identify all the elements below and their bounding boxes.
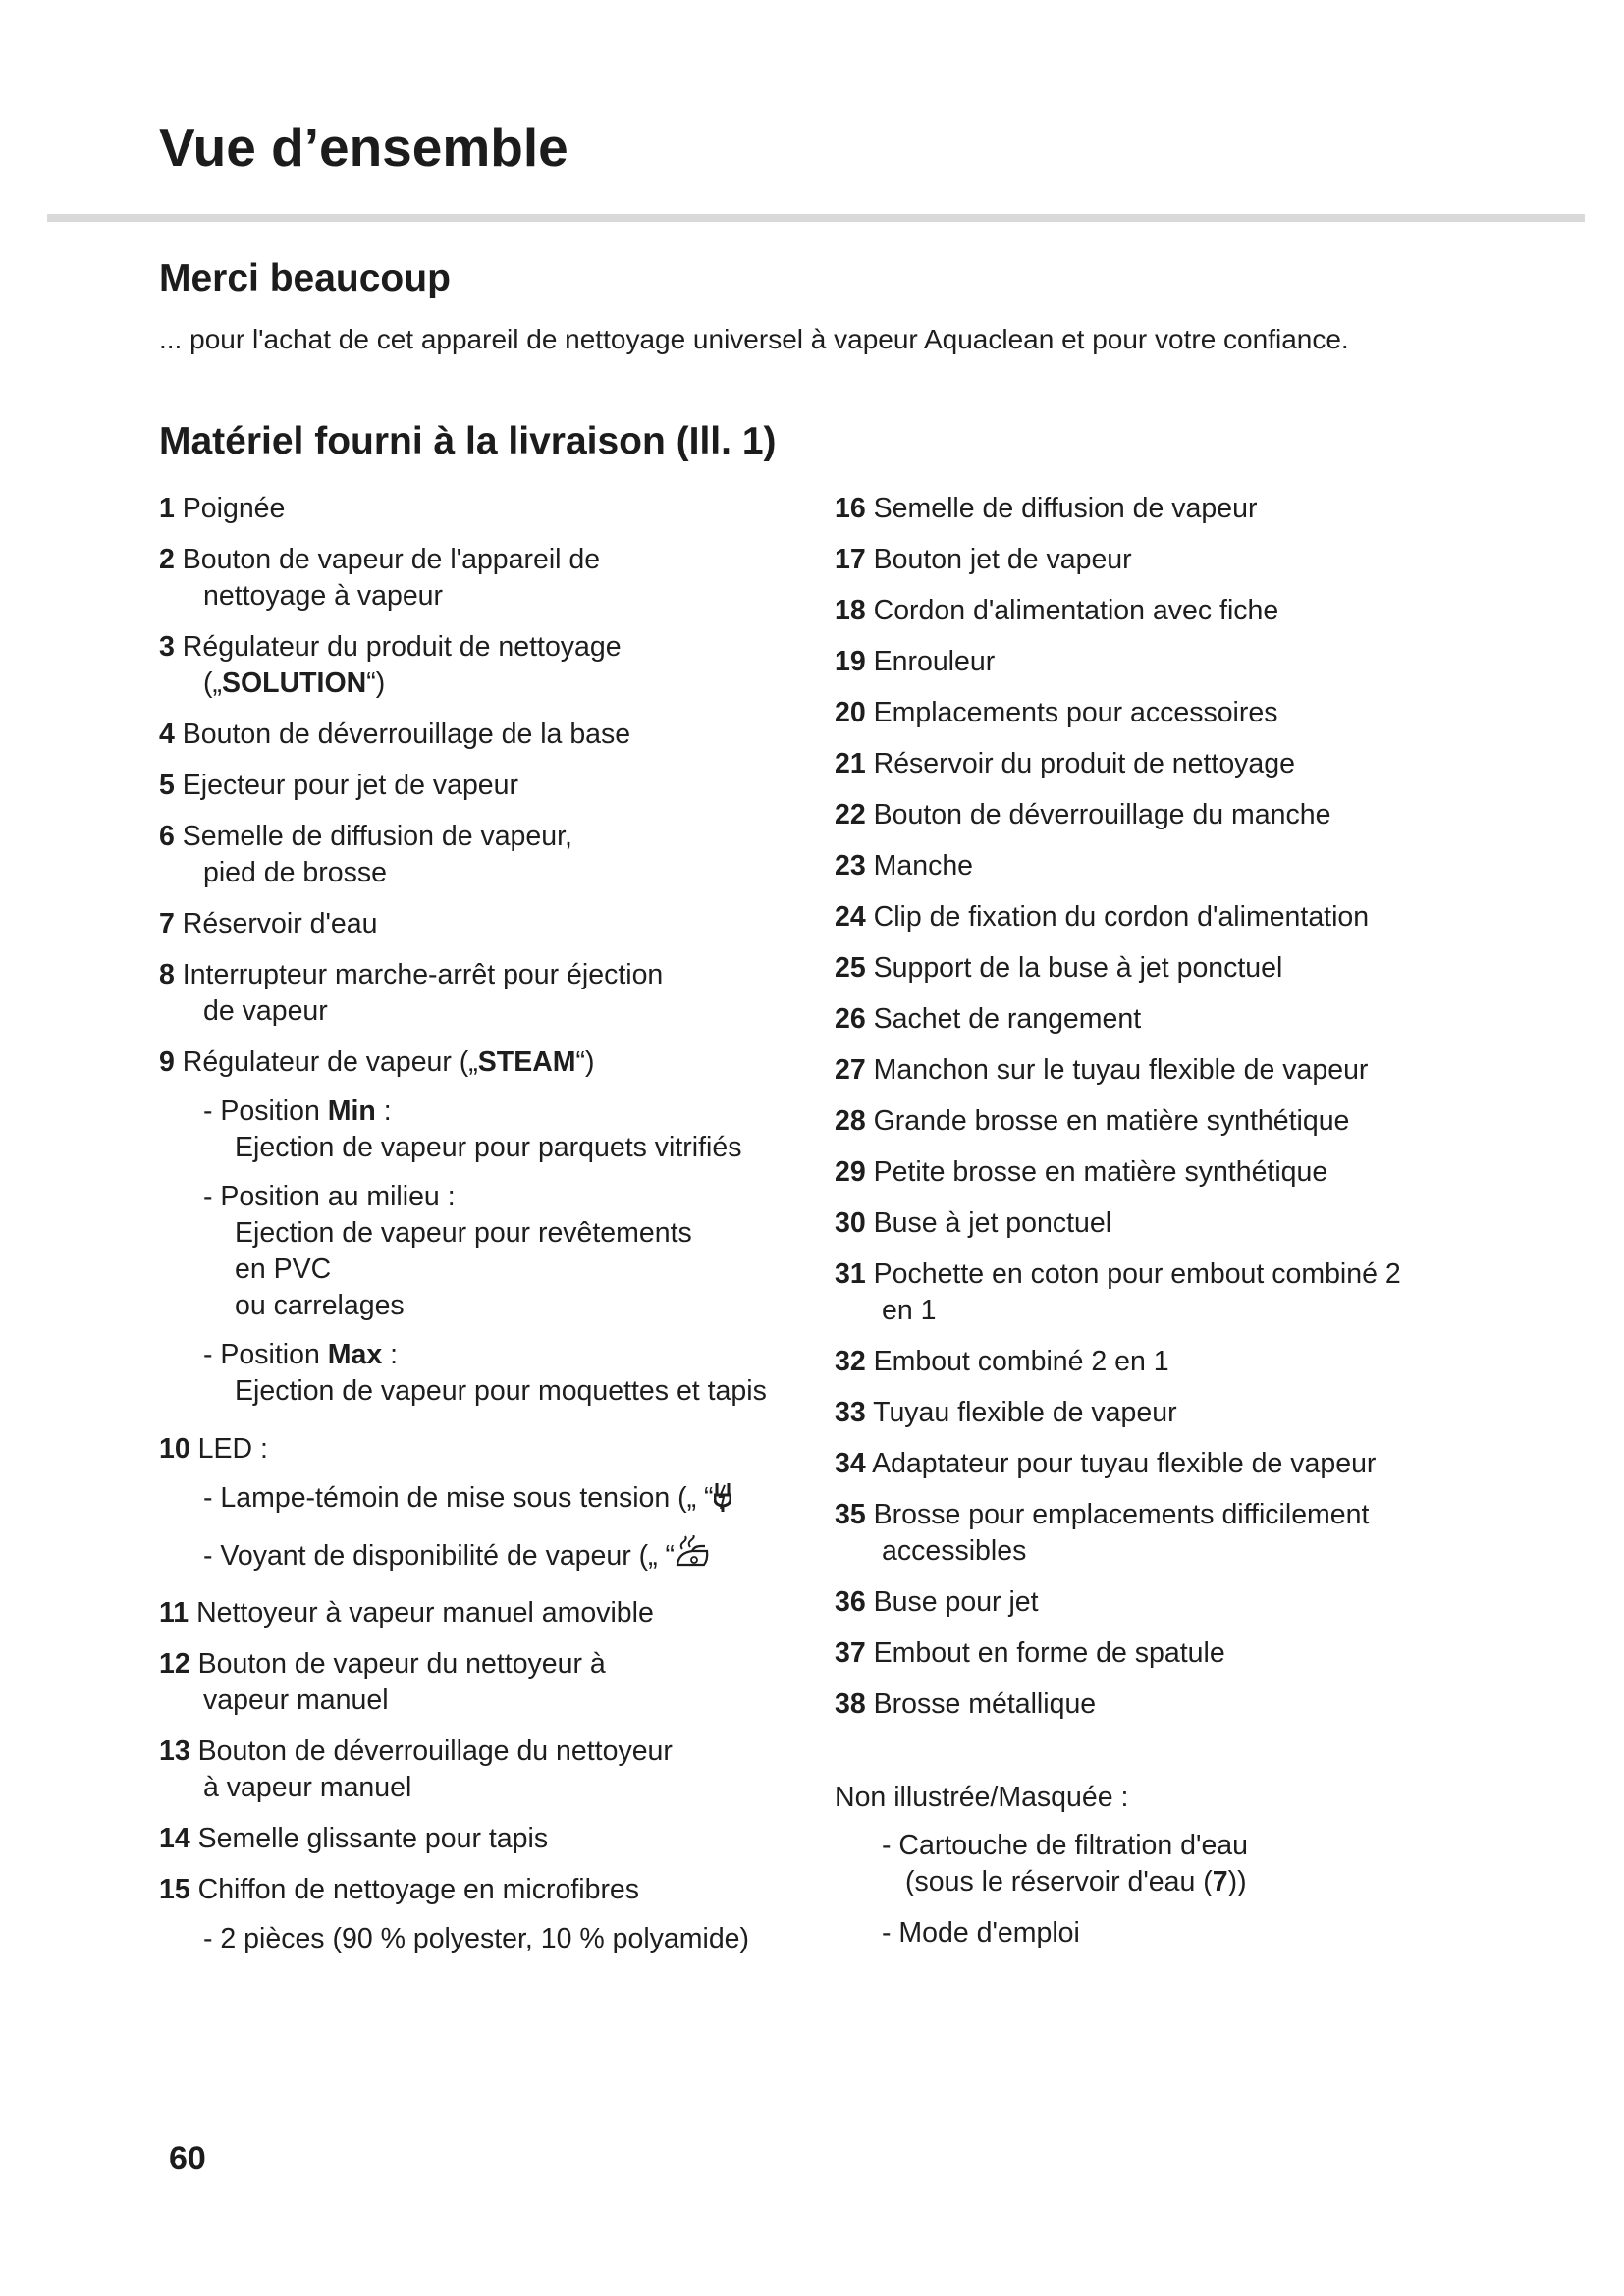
max-label: Max bbox=[327, 1339, 383, 1370]
list-item bbox=[835, 1154, 1463, 1191]
item-text: Brosse métallique bbox=[873, 1688, 1097, 1720]
list-item bbox=[835, 491, 1463, 527]
list-item bbox=[835, 1103, 1463, 1140]
item-number: 37 bbox=[835, 1637, 866, 1669]
item-number: 10 bbox=[159, 1433, 190, 1465]
sub-item-desc: Ejection de vapeur pour moquettes et tapis bbox=[235, 1375, 767, 1407]
item-number: 31 bbox=[835, 1258, 866, 1290]
page-number: 60 bbox=[169, 2140, 206, 2177]
item-text: Emplacements pour accessoires bbox=[873, 697, 1278, 728]
item-text-continued bbox=[159, 666, 827, 702]
list-item bbox=[835, 899, 1463, 935]
item-number: 33 bbox=[835, 1397, 866, 1428]
sub-item-desc: Ejection de vapeur pour parquets vitrifiés bbox=[235, 1132, 742, 1163]
list-item bbox=[159, 1646, 827, 1719]
thanks-text: ... pour l'achat de cet appareil de nettoyage universel à vapeur Aquaclean et pour votre confiance. bbox=[159, 324, 1349, 354]
item-text: Petite brosse en matière synthétique bbox=[873, 1156, 1328, 1188]
item-text: Réservoir d'eau bbox=[182, 908, 378, 939]
list-item bbox=[835, 1395, 1463, 1431]
item-text: Réservoir du produit de nettoyage bbox=[873, 748, 1295, 779]
item-number: 20 bbox=[835, 697, 866, 728]
sub-item-desc: en PVC bbox=[235, 1254, 332, 1285]
list-item bbox=[835, 1052, 1463, 1089]
list-item bbox=[835, 644, 1463, 680]
not-shown-label: Non illustrée/Masquée : bbox=[835, 1782, 1129, 1813]
sub-item-power-led bbox=[203, 1480, 827, 1522]
item-number: 15 bbox=[159, 1874, 190, 1905]
page-title: Vue d’ensemble bbox=[159, 117, 568, 178]
item-number: 9 bbox=[159, 1046, 175, 1078]
item-number: 4 bbox=[159, 719, 175, 750]
item-text-continued: accessibles bbox=[882, 1535, 1027, 1567]
parts-list-right bbox=[835, 491, 1463, 1966]
quote-close: “) bbox=[575, 1046, 595, 1078]
sub-item-desc-pre: (sous le réservoir d'eau ( bbox=[905, 1866, 1213, 1897]
sub-item-label: - Position bbox=[203, 1339, 328, 1370]
item-number: 3 bbox=[159, 631, 175, 663]
item-number: 13 bbox=[159, 1735, 190, 1767]
item-number: 29 bbox=[835, 1156, 866, 1188]
list-item bbox=[159, 542, 827, 614]
sub-item-mid bbox=[203, 1179, 827, 1324]
sub-item-label: - Cartouche de filtration d'eau bbox=[882, 1830, 1248, 1861]
sub-item-label: - Mode d'emploi bbox=[882, 1917, 1080, 1949]
list-item bbox=[159, 1734, 827, 1806]
item-number: 16 bbox=[835, 493, 866, 524]
item-text: Embout en forme de spatule bbox=[873, 1637, 1225, 1669]
list-item bbox=[159, 1821, 827, 1857]
list-item bbox=[159, 906, 827, 942]
power-plug-icon bbox=[714, 1481, 731, 1522]
list-item bbox=[835, 1001, 1463, 1038]
list-item bbox=[835, 593, 1463, 629]
item-text: Ejecteur pour jet de vapeur bbox=[182, 770, 518, 801]
solution-label: SOLUTION bbox=[221, 667, 367, 699]
list-item bbox=[159, 1044, 827, 1081]
item-text: Pochette en coton pour embout combiné 2 bbox=[873, 1258, 1401, 1290]
sub-item-manual bbox=[882, 1915, 1463, 1951]
item-text: Cordon d'alimentation avec fiche bbox=[873, 595, 1279, 626]
item-text: Clip de fixation du cordon d'alimentation bbox=[873, 901, 1370, 933]
item-text: Embout combiné 2 en 1 bbox=[873, 1346, 1169, 1377]
item-text: Semelle de diffusion de vapeur bbox=[873, 493, 1258, 524]
list-item bbox=[835, 1584, 1463, 1621]
item-text: Buse pour jet bbox=[873, 1586, 1039, 1618]
item-number: 19 bbox=[835, 646, 866, 677]
quote-close: “) bbox=[366, 667, 386, 699]
item-text: Tuyau flexible de vapeur bbox=[873, 1397, 1177, 1428]
item-text-continued: en 1 bbox=[882, 1295, 937, 1326]
sub-item-label: - Position bbox=[203, 1095, 328, 1127]
item-number: 5 bbox=[159, 770, 175, 801]
item-text: Enrouleur bbox=[873, 646, 996, 677]
item-number: 34 bbox=[835, 1448, 866, 1479]
list-item bbox=[835, 1344, 1463, 1380]
steam-iron-icon bbox=[675, 1535, 710, 1580]
item-text: Nettoyeur à vapeur manuel amovible bbox=[196, 1597, 654, 1629]
item-text: Poignée bbox=[182, 493, 286, 524]
list-item bbox=[835, 1446, 1463, 1482]
item-text: Régulateur de vapeur („ bbox=[182, 1046, 478, 1078]
item-text: Interrupteur marche-arrêt pour éjection bbox=[182, 959, 664, 990]
item-text: Bouton de vapeur du nettoyeur à bbox=[197, 1648, 606, 1680]
item-number: 2 bbox=[159, 544, 175, 575]
sub-item-desc: ou carrelages bbox=[235, 1290, 405, 1321]
item-text: Buse à jet ponctuel bbox=[873, 1207, 1112, 1239]
item-text: Manchon sur le tuyau flexible de vapeur bbox=[873, 1054, 1369, 1086]
item-number: 32 bbox=[835, 1346, 866, 1377]
item-number: 23 bbox=[835, 850, 866, 881]
list-item bbox=[835, 1205, 1463, 1242]
sub-item-label: - Position au milieu : bbox=[203, 1181, 456, 1212]
item-number: 35 bbox=[835, 1499, 866, 1530]
list-item bbox=[835, 1686, 1463, 1723]
item-number: 17 bbox=[835, 544, 866, 575]
item-text: Bouton de déverrouillage de la base bbox=[182, 719, 631, 750]
sub-item-min bbox=[203, 1094, 827, 1166]
item-text: Support de la buse à jet ponctuel bbox=[873, 952, 1283, 984]
item-number: 36 bbox=[835, 1586, 866, 1618]
item-text: Bouton de déverrouillage du nettoyeur bbox=[197, 1735, 673, 1767]
sub-item-cloth bbox=[203, 1921, 827, 1957]
delivery-heading: Matériel fourni à la livraison (Ill. 1) bbox=[159, 420, 777, 462]
list-item bbox=[835, 1635, 1463, 1672]
item-text: Régulateur du produit de nettoyage bbox=[182, 631, 622, 663]
item-number: 8 bbox=[159, 959, 175, 990]
list-item bbox=[159, 717, 827, 753]
item-number: 12 bbox=[159, 1648, 190, 1680]
min-label: Min bbox=[327, 1095, 376, 1127]
sub-item-max bbox=[203, 1337, 827, 1410]
item-text: Semelle glissante pour tapis bbox=[197, 1823, 549, 1854]
item-text: Grande brosse en matière synthétique bbox=[873, 1105, 1350, 1137]
item-number: 38 bbox=[835, 1688, 866, 1720]
item-text-continued: à vapeur manuel bbox=[203, 1772, 412, 1803]
item-number: 28 bbox=[835, 1105, 866, 1137]
list-item bbox=[159, 768, 827, 804]
item-text-continued: de vapeur bbox=[203, 995, 328, 1027]
item-text: Semelle de diffusion de vapeur, bbox=[182, 821, 572, 852]
sub-item-label: - Voyant de disponibilité de vapeur („ “ bbox=[203, 1540, 676, 1572]
parts-list-left bbox=[159, 491, 827, 1972]
title-divider bbox=[47, 214, 1585, 222]
list-item bbox=[835, 848, 1463, 884]
sub-item-steam-led bbox=[203, 1535, 827, 1580]
item-number: 14 bbox=[159, 1823, 190, 1854]
list-item bbox=[835, 1256, 1463, 1329]
sub-item-label: - Lampe-témoin de mise sous tension („ “ bbox=[203, 1482, 714, 1514]
item-text-continued: vapeur manuel bbox=[203, 1684, 389, 1716]
list-item bbox=[835, 542, 1463, 578]
item-number: 6 bbox=[159, 821, 175, 852]
list-item bbox=[159, 1431, 827, 1468]
item-text: Sachet de rangement bbox=[873, 1003, 1142, 1035]
item-number: 18 bbox=[835, 595, 866, 626]
item-text: Chiffon de nettoyage en microfibres bbox=[197, 1874, 640, 1905]
list-item bbox=[159, 491, 827, 527]
list-item bbox=[159, 819, 827, 891]
list-item bbox=[159, 1595, 827, 1631]
item-number: 26 bbox=[835, 1003, 866, 1035]
list-item bbox=[835, 695, 1463, 731]
quote-open: („ bbox=[203, 667, 222, 699]
item-number: 7 bbox=[159, 908, 175, 939]
item-text: LED : bbox=[197, 1433, 268, 1465]
item-number: 25 bbox=[835, 952, 866, 984]
list-item bbox=[835, 950, 1463, 987]
sub-item-desc bbox=[882, 1864, 1463, 1900]
item-number: 24 bbox=[835, 901, 866, 933]
item-text: Bouton jet de vapeur bbox=[873, 544, 1132, 575]
item-number: 22 bbox=[835, 799, 866, 830]
list-item bbox=[835, 746, 1463, 782]
item-text: Bouton de vapeur de l'appareil de bbox=[182, 544, 601, 575]
item-number: 30 bbox=[835, 1207, 866, 1239]
item-number: 27 bbox=[835, 1054, 866, 1086]
item-text: Adaptateur pour tuyau flexible de vapeur bbox=[872, 1448, 1377, 1479]
list-item bbox=[835, 797, 1463, 833]
sub-item-colon: : bbox=[375, 1095, 392, 1127]
list-item bbox=[835, 1497, 1463, 1570]
item-number: 1 bbox=[159, 493, 175, 524]
item-text-continued: nettoyage à vapeur bbox=[203, 580, 444, 612]
item-text: Manche bbox=[873, 850, 974, 881]
sub-item-label: - 2 pièces (90 % polyester, 10 % polyamide) bbox=[203, 1923, 750, 1954]
thanks-heading: Merci beaucoup bbox=[159, 257, 451, 299]
list-item bbox=[159, 629, 827, 702]
steam-label: STEAM bbox=[477, 1046, 576, 1078]
sub-item-colon: : bbox=[382, 1339, 399, 1370]
ref-number: 7 bbox=[1212, 1866, 1228, 1897]
item-text: Brosse pour emplacements difficilement bbox=[873, 1499, 1370, 1530]
sub-item-filter-cartridge bbox=[882, 1828, 1463, 1900]
list-item bbox=[159, 1872, 827, 1908]
item-number: 21 bbox=[835, 748, 866, 779]
list-item bbox=[159, 957, 827, 1030]
item-number: 11 bbox=[159, 1597, 189, 1629]
sub-item-desc-post: )) bbox=[1227, 1866, 1247, 1897]
sub-item-desc: Ejection de vapeur pour revêtements bbox=[235, 1217, 692, 1249]
item-text: Bouton de déverrouillage du manche bbox=[873, 799, 1331, 830]
item-text-continued: pied de brosse bbox=[203, 857, 387, 888]
